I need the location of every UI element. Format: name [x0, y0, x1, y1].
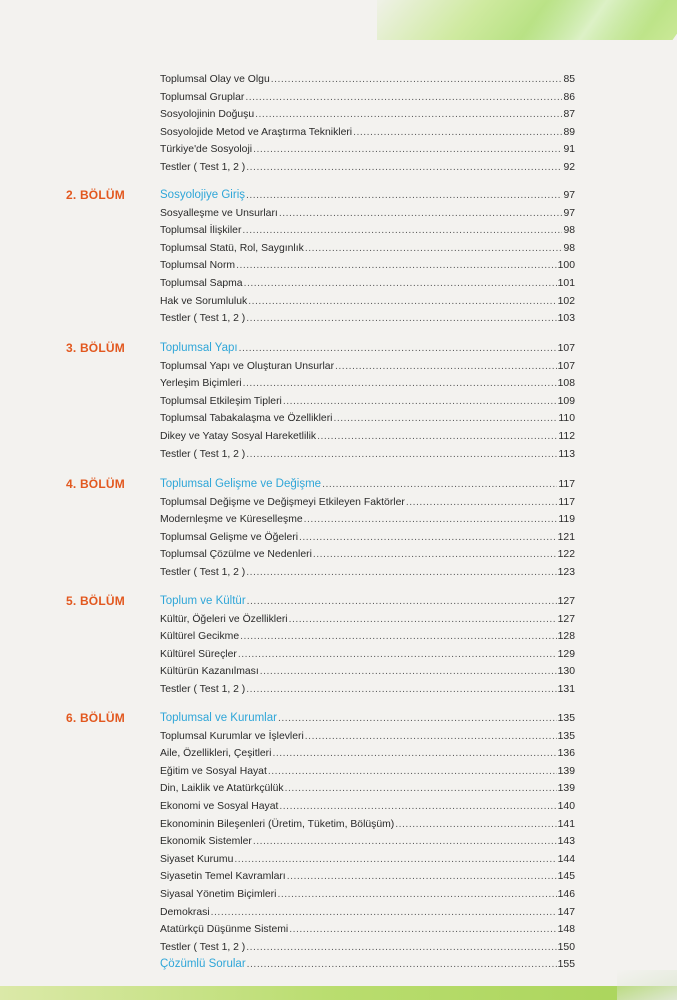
dot-leader — [299, 529, 557, 546]
dot-leader — [406, 494, 558, 511]
dot-leader — [247, 956, 557, 973]
entry-page-number: 144 — [557, 853, 575, 865]
dot-leader — [245, 89, 562, 106]
toc-entry[interactable] — [160, 141, 575, 158]
dot-leader — [353, 124, 562, 141]
dot-leader — [317, 428, 557, 445]
entry-title: Toplumsal Gelişme ve Öğeleri — [160, 531, 299, 543]
toc-entry[interactable] — [160, 205, 575, 222]
entry-page-number: 136 — [557, 748, 575, 760]
dot-leader — [277, 886, 556, 903]
dot-leader — [246, 187, 562, 204]
chapter-label: 6. BÖLÜM — [66, 711, 125, 725]
entry-page-number: 123 — [557, 567, 575, 578]
dot-leader — [246, 310, 556, 327]
entry-page-number: 130 — [557, 666, 575, 678]
entry-page-number: 146 — [557, 889, 575, 900]
entry-title: Siyasal Yönetim Biçimleri — [160, 889, 277, 900]
entry-title: Eğitim ve Sosyal Hayat — [160, 765, 267, 777]
chapter-label: 2. BÖLÜM — [66, 188, 125, 202]
toc-entry[interactable] — [160, 106, 575, 123]
dot-leader — [322, 476, 557, 493]
entry-page-number: 143 — [557, 836, 575, 848]
entry-page-number: 135 — [557, 730, 575, 742]
dot-leader — [272, 745, 556, 762]
entry-title: Toplumsal ve Kurumlar — [160, 712, 277, 724]
toc-entry[interactable] — [160, 780, 575, 797]
toc-entry[interactable] — [160, 89, 575, 106]
entry-title: Siyaset Kurumu — [160, 853, 234, 865]
entry-page-number: 97 — [563, 190, 575, 201]
toc-entry[interactable] — [160, 564, 575, 581]
dot-leader — [253, 833, 557, 850]
entry-page-number: 108 — [557, 378, 575, 390]
entry-page-number: 121 — [557, 531, 575, 543]
dot-leader — [247, 593, 557, 610]
toc-entry[interactable] — [160, 222, 575, 239]
entry-title: Din, Laiklik ve Atatürkçülük — [160, 783, 284, 795]
entry-title: Ekonominin Bileşenleri (Üretim, Tüketim, Bölüşüm) — [160, 818, 395, 830]
entry-title: Siyasetin Temel Kavramları — [160, 871, 286, 883]
dot-leader — [279, 205, 563, 222]
entry-title: Testler ( Test 1, 2 ) — [160, 448, 246, 460]
entry-page-number: 131 — [557, 684, 575, 695]
entry-title: Toplumsal Statü, Rol, Saygınlık — [160, 242, 304, 254]
toc-heading-entry[interactable] — [160, 187, 575, 204]
dot-leader — [268, 763, 557, 780]
dot-leader — [240, 628, 557, 645]
toc-entry[interactable] — [160, 851, 575, 868]
entry-page-number: 141 — [557, 818, 575, 830]
entry-page-number: 155 — [557, 959, 575, 971]
dot-leader — [287, 868, 557, 885]
toc-entry[interactable] — [160, 833, 575, 850]
toc-entry[interactable] — [160, 393, 575, 410]
entry-title: Atatürkçü Düşünme Sistemi — [160, 924, 289, 936]
toc-entry[interactable] — [160, 159, 575, 176]
entry-title: Sosyalleşme ve Unsurları — [160, 207, 278, 219]
toc-heading-entry[interactable] — [160, 593, 575, 610]
toc-entry[interactable] — [160, 745, 575, 762]
entry-page-number: 139 — [557, 783, 575, 795]
entry-title: Toplumsal Etkileşim Tipleri — [160, 395, 282, 407]
dot-leader — [333, 410, 557, 427]
entry-title: Kültürel Gecikme — [160, 631, 240, 643]
entry-title: Toplumsal Olay ve Olgu — [160, 74, 270, 85]
dot-leader — [211, 904, 557, 921]
toc-heading-entry[interactable] — [160, 476, 575, 493]
entry-page-number: 145 — [557, 871, 575, 883]
toc-entry[interactable] — [160, 375, 575, 392]
toc-entry[interactable] — [160, 124, 575, 141]
toc-entry[interactable] — [160, 681, 575, 698]
toc-entry[interactable] — [160, 71, 575, 88]
bottom-decoration-band — [0, 986, 677, 1000]
entry-page-number: 102 — [557, 295, 575, 307]
entry-title: Ekonomi ve Sosyal Hayat — [160, 801, 279, 812]
toc-entry[interactable] — [160, 646, 575, 663]
toc-entry[interactable] — [160, 939, 575, 956]
toc-entry[interactable] — [160, 798, 575, 815]
dot-leader — [283, 393, 557, 410]
toc-heading-entry[interactable] — [160, 710, 575, 727]
entry-page-number: 113 — [558, 448, 575, 460]
dot-leader — [289, 921, 556, 938]
toc-entry[interactable] — [160, 904, 575, 921]
entry-title: Sosyolojide Metod ve Araştırma Teknikleri — [160, 126, 353, 138]
toc-entry[interactable] — [160, 511, 575, 528]
entry-page-number: 112 — [558, 431, 575, 442]
entry-title: Modernleşme ve Küreselleşme — [160, 514, 303, 526]
entry-page-number: 89 — [563, 126, 575, 138]
dot-leader — [278, 710, 557, 727]
dot-leader — [305, 240, 563, 257]
toc-entry[interactable] — [160, 428, 575, 445]
toc-entry[interactable] — [160, 358, 575, 375]
entry-page-number: 135 — [557, 713, 575, 724]
dot-leader — [242, 222, 562, 239]
toc-entry[interactable] — [160, 816, 575, 833]
entry-page-number: 97 — [563, 207, 575, 219]
entry-title: Testler ( Test 1, 2 ) — [160, 313, 246, 325]
dot-leader — [305, 728, 557, 745]
toc-entry[interactable] — [160, 240, 575, 257]
entry-page-number: 100 — [557, 260, 575, 272]
dot-leader — [234, 851, 556, 868]
entry-title: Çözümlü Sorular — [160, 958, 246, 971]
dot-leader — [285, 780, 557, 797]
entry-page-number: 150 — [557, 941, 575, 953]
dot-leader — [304, 511, 558, 528]
dot-leader — [246, 564, 556, 581]
entry-page-number: 147 — [557, 906, 575, 918]
entry-title: Toplumsal Değişme ve Değişmeyi Etkileyen Faktörler — [160, 496, 405, 508]
toc-entry[interactable] — [160, 886, 575, 903]
entry-page-number: 140 — [557, 801, 575, 812]
toc-entry[interactable] — [160, 310, 575, 327]
dot-leader — [236, 257, 557, 274]
entry-title: Toplumsal Yapı ve Oluşturan Unsurlar — [160, 360, 335, 372]
entry-page-number: 110 — [558, 413, 575, 425]
entry-page-number: 85 — [563, 74, 575, 85]
toc-heading-entry[interactable] — [160, 340, 575, 357]
toc-entry[interactable] — [160, 257, 575, 274]
entry-title: Toplumsal İlişkiler — [160, 225, 242, 237]
entry-page-number: 98 — [563, 225, 575, 237]
toc-entry[interactable] — [160, 611, 575, 628]
dot-leader — [246, 159, 562, 176]
entry-title: Sosyolojiye Giriş — [160, 189, 245, 201]
entry-title: Toplumsal Çözülme ve Nedenleri — [160, 549, 312, 561]
entry-title: Toplumsal Sapma — [160, 278, 243, 289]
dot-leader — [246, 939, 556, 956]
entry-title: Testler ( Test 1, 2 ) — [160, 941, 246, 953]
dot-leader — [271, 71, 563, 88]
toc-entry[interactable] — [160, 628, 575, 645]
entry-page-number: 128 — [557, 631, 575, 643]
dot-leader — [246, 446, 557, 463]
toc-entry[interactable] — [160, 410, 575, 427]
entry-title: Dikey ve Yatay Sosyal Hareketlilik — [160, 431, 317, 442]
chapter-label: 5. BÖLÜM — [66, 594, 125, 608]
entry-title: Türkiye'de Sosyoloji — [160, 144, 253, 156]
entry-title: Testler ( Test 1, 2 ) — [160, 567, 246, 578]
entry-page-number: 98 — [563, 242, 575, 254]
entry-title: Toplum ve Kültür — [160, 595, 246, 607]
entry-page-number: 107 — [557, 360, 575, 372]
toc-heading-entry[interactable] — [160, 956, 575, 973]
toc-entry[interactable] — [160, 546, 575, 563]
entry-page-number: 107 — [557, 343, 575, 354]
entry-page-number: 148 — [557, 924, 575, 936]
entry-page-number: 92 — [563, 162, 575, 173]
entry-title: Toplumsal Kurumlar ve İşlevleri — [160, 730, 304, 742]
entry-title: Sosyolojinin Doğuşu — [160, 109, 255, 121]
toc-entry[interactable] — [160, 921, 575, 938]
entry-title: Toplumsal Gelişme ve Değişme — [160, 478, 322, 490]
dot-leader — [248, 293, 556, 310]
entry-page-number: 91 — [563, 144, 575, 156]
entry-page-number: 101 — [557, 278, 575, 289]
entry-page-number: 117 — [558, 496, 575, 508]
entry-page-number: 127 — [557, 596, 575, 607]
entry-page-number: 86 — [563, 91, 575, 103]
entry-page-number: 129 — [557, 648, 575, 660]
toc-entry[interactable] — [160, 728, 575, 745]
dot-leader — [246, 681, 556, 698]
chapter-label: 4. BÖLÜM — [66, 477, 125, 491]
entry-title: Kültür, Öğeleri ve Özellikleri — [160, 613, 288, 625]
entry-page-number: 87 — [563, 109, 575, 121]
dot-leader — [313, 546, 557, 563]
entry-page-number: 103 — [557, 313, 575, 325]
dot-leader — [238, 646, 557, 663]
entry-title: Toplumsal Gruplar — [160, 91, 245, 103]
entry-title: Aile, Özellikleri, Çeşitleri — [160, 748, 272, 760]
dot-leader — [335, 358, 557, 375]
entry-title: Toplumsal Yapı — [160, 342, 238, 354]
dot-leader — [239, 340, 557, 357]
toc-entry[interactable] — [160, 494, 575, 511]
entry-title: Kültürün Kazanılması — [160, 666, 259, 678]
toc-entry[interactable] — [160, 529, 575, 546]
entry-title: Ekonomik Sistemler — [160, 836, 252, 848]
entry-title: Kültürel Süreçler — [160, 648, 237, 660]
entry-title: Demokrasi — [160, 906, 210, 918]
toc-entry[interactable] — [160, 293, 575, 310]
entry-title: Testler ( Test 1, 2 ) — [160, 162, 246, 173]
entry-page-number: 127 — [557, 613, 575, 625]
toc-entry[interactable] — [160, 763, 575, 780]
entry-title: Toplumsal Tabakalaşma ve Özellikleri — [160, 413, 333, 425]
entry-title: Testler ( Test 1, 2 ) — [160, 684, 246, 695]
toc-entry[interactable] — [160, 446, 575, 463]
dot-leader — [255, 106, 562, 123]
dot-leader — [253, 141, 562, 158]
dot-leader — [289, 611, 557, 628]
entry-page-number: 139 — [557, 765, 575, 777]
dot-leader — [260, 663, 557, 680]
entry-title: Hak ve Sorumluluk — [160, 295, 248, 307]
entry-title: Toplumsal Norm — [160, 260, 236, 272]
toc-entry[interactable] — [160, 663, 575, 680]
entry-page-number: 109 — [557, 395, 575, 407]
dot-leader — [395, 816, 556, 833]
toc-entry[interactable] — [160, 275, 575, 292]
chapter-label: 3. BÖLÜM — [66, 341, 125, 355]
entry-page-number: 119 — [558, 514, 575, 526]
page-corner-decoration — [617, 970, 677, 1000]
entry-title: Yerleşim Biçimleri — [160, 378, 242, 390]
top-decoration — [377, 0, 677, 42]
toc-entry[interactable] — [160, 868, 575, 885]
dot-leader — [244, 275, 557, 292]
entry-page-number: 117 — [558, 479, 575, 490]
entry-page-number: 122 — [557, 549, 575, 561]
dot-leader — [243, 375, 557, 392]
dot-leader — [279, 798, 556, 815]
